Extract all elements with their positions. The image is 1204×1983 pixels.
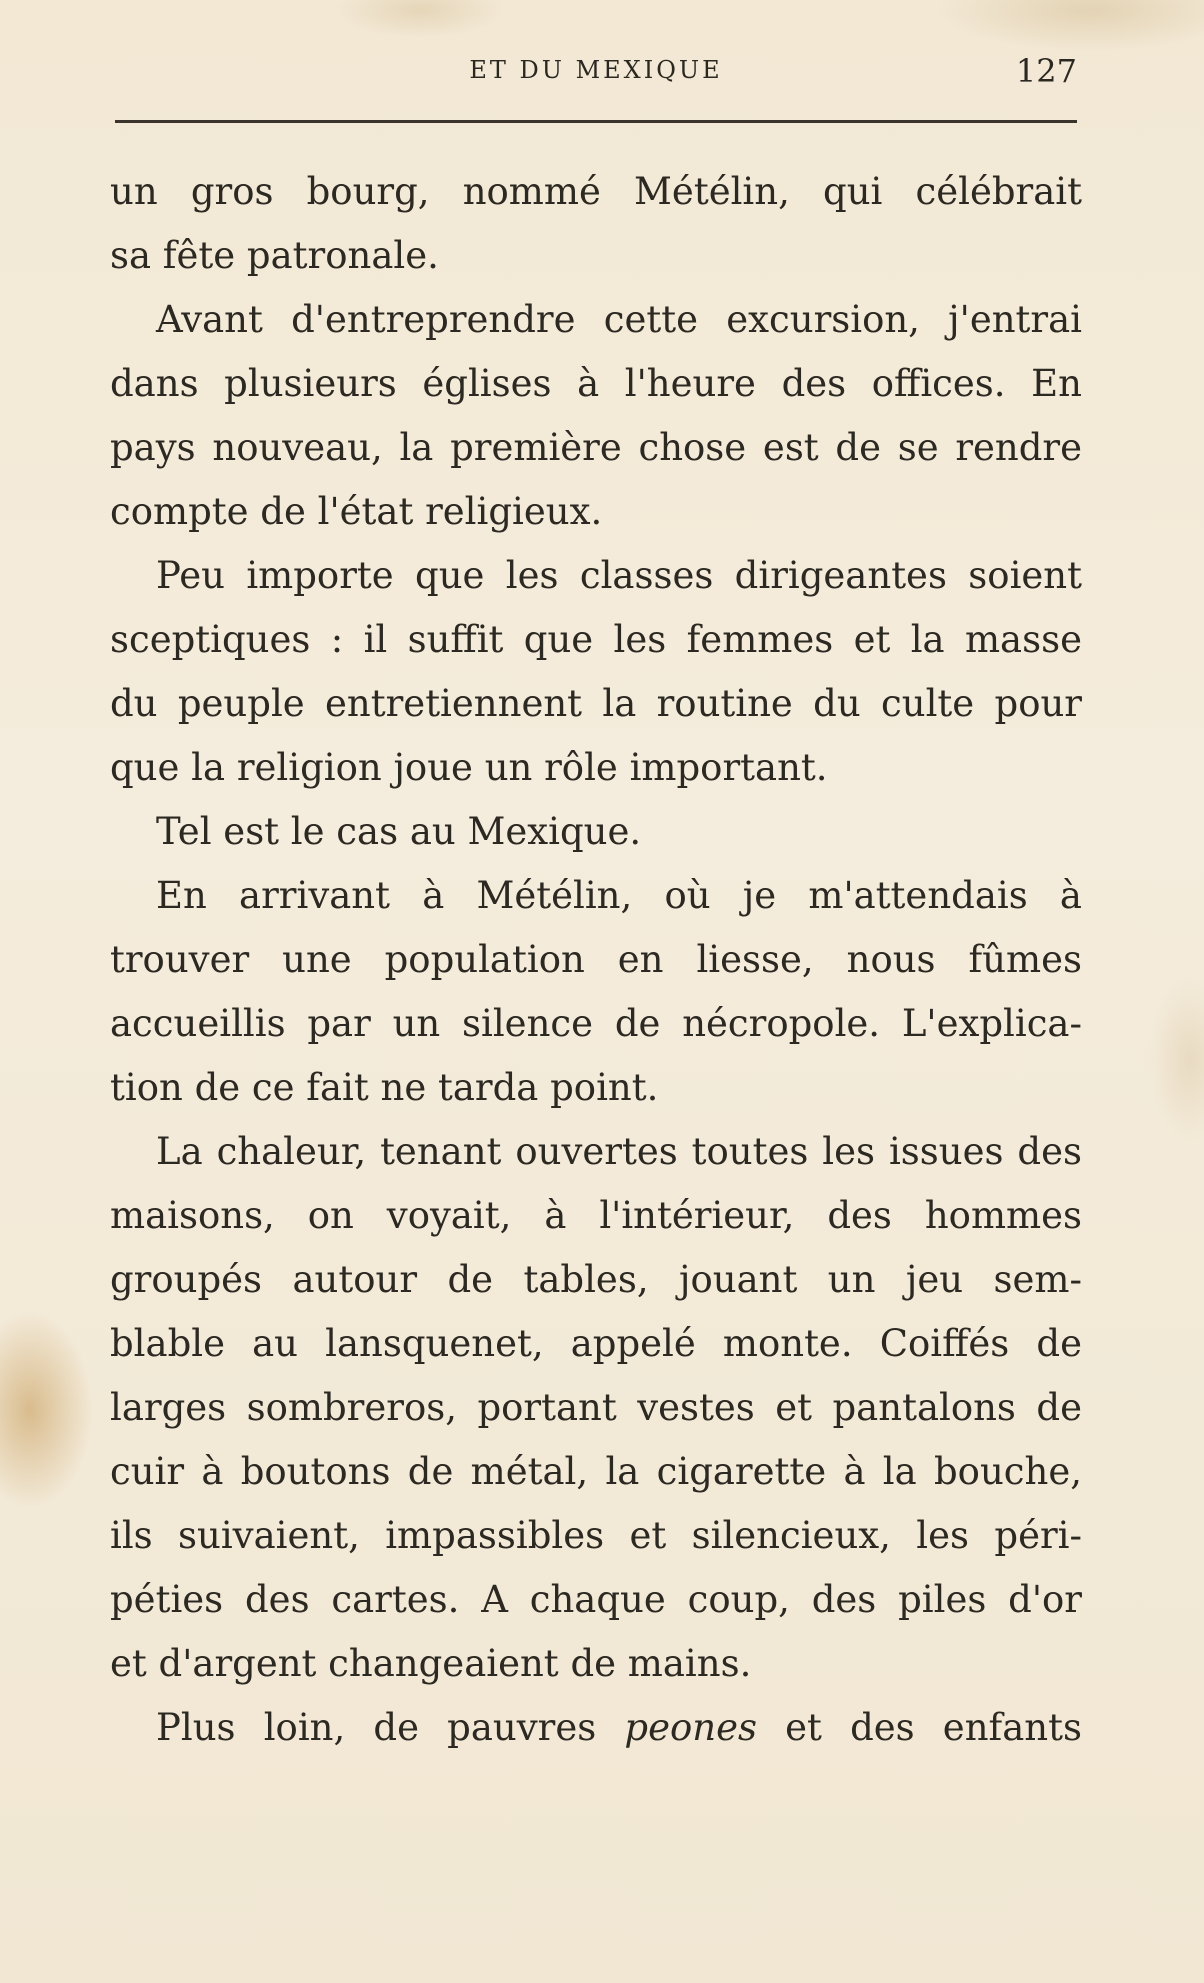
running-head (115, 52, 1077, 92)
text-line: du peuple entretiennent la routine du culte pour (110, 682, 1082, 725)
text-line: groupés autour de tables, jouant un jeu sem- (110, 1258, 1082, 1301)
text-line: cuir à boutons de métal, la cigarette à la bouche, (110, 1450, 1082, 1493)
text-line: blable au lansquenet, appelé monte. Coiffés de (110, 1322, 1082, 1365)
text-line: tion de ce fait ne tarda point. (110, 1066, 659, 1109)
header-rule (115, 120, 1077, 123)
text-line: sceptiques : il suffit que les femmes et la masse (110, 618, 1082, 661)
text-line: pays nouveau, la première chose est de se rendre (110, 426, 1082, 469)
page-number: 127 (1015, 52, 1077, 90)
text-line: maisons, on voyait, à l'intérieur, des hommes (110, 1194, 1082, 1237)
text-line: et d'argent changeaient de mains. (110, 1642, 752, 1685)
text-line: accueillis par un silence de nécropole. L'explica- (110, 1002, 1082, 1045)
text-line: ils suivaient, impassibles et silencieux, les péri- (110, 1514, 1082, 1557)
text-line: péties des cartes. A chaque coup, des piles d'or (110, 1578, 1082, 1621)
text-line: compte de l'état religieux. (110, 490, 603, 533)
body-text (110, 160, 1082, 1760)
italic-word: peones (624, 1706, 757, 1749)
text-line: que la religion joue un rôle important. (110, 746, 828, 789)
text-line: larges sombreros, portant vestes et pantalons de (110, 1386, 1082, 1429)
text-line-final (110, 1696, 1082, 1760)
running-title: ET DU MEXIQUE (469, 56, 723, 84)
text-line: Peu importe que les classes dirigeantes soient (156, 554, 1082, 597)
text-line: La chaleur, tenant ouvertes toutes les issues des (156, 1130, 1082, 1173)
text-line: un gros bourg, nommé Métélin, qui célébrait (110, 170, 1082, 213)
text-line: trouver une population en liesse, nous fûmes (110, 938, 1082, 981)
text-line: sa fête patronale. (110, 234, 439, 277)
final-line-start: Plus loin, de pauvres (156, 1706, 625, 1749)
text-line: dans plusieurs églises à l'heure des offices. En (110, 362, 1082, 405)
text-line: Avant d'entreprendre cette excursion, j'entrai (156, 298, 1082, 341)
final-line-end: et des enfants (756, 1706, 1082, 1749)
text-line: En arrivant à Métélin, où je m'attendais à (156, 874, 1082, 917)
text-line: Tel est le cas au Mexique. (156, 810, 642, 853)
